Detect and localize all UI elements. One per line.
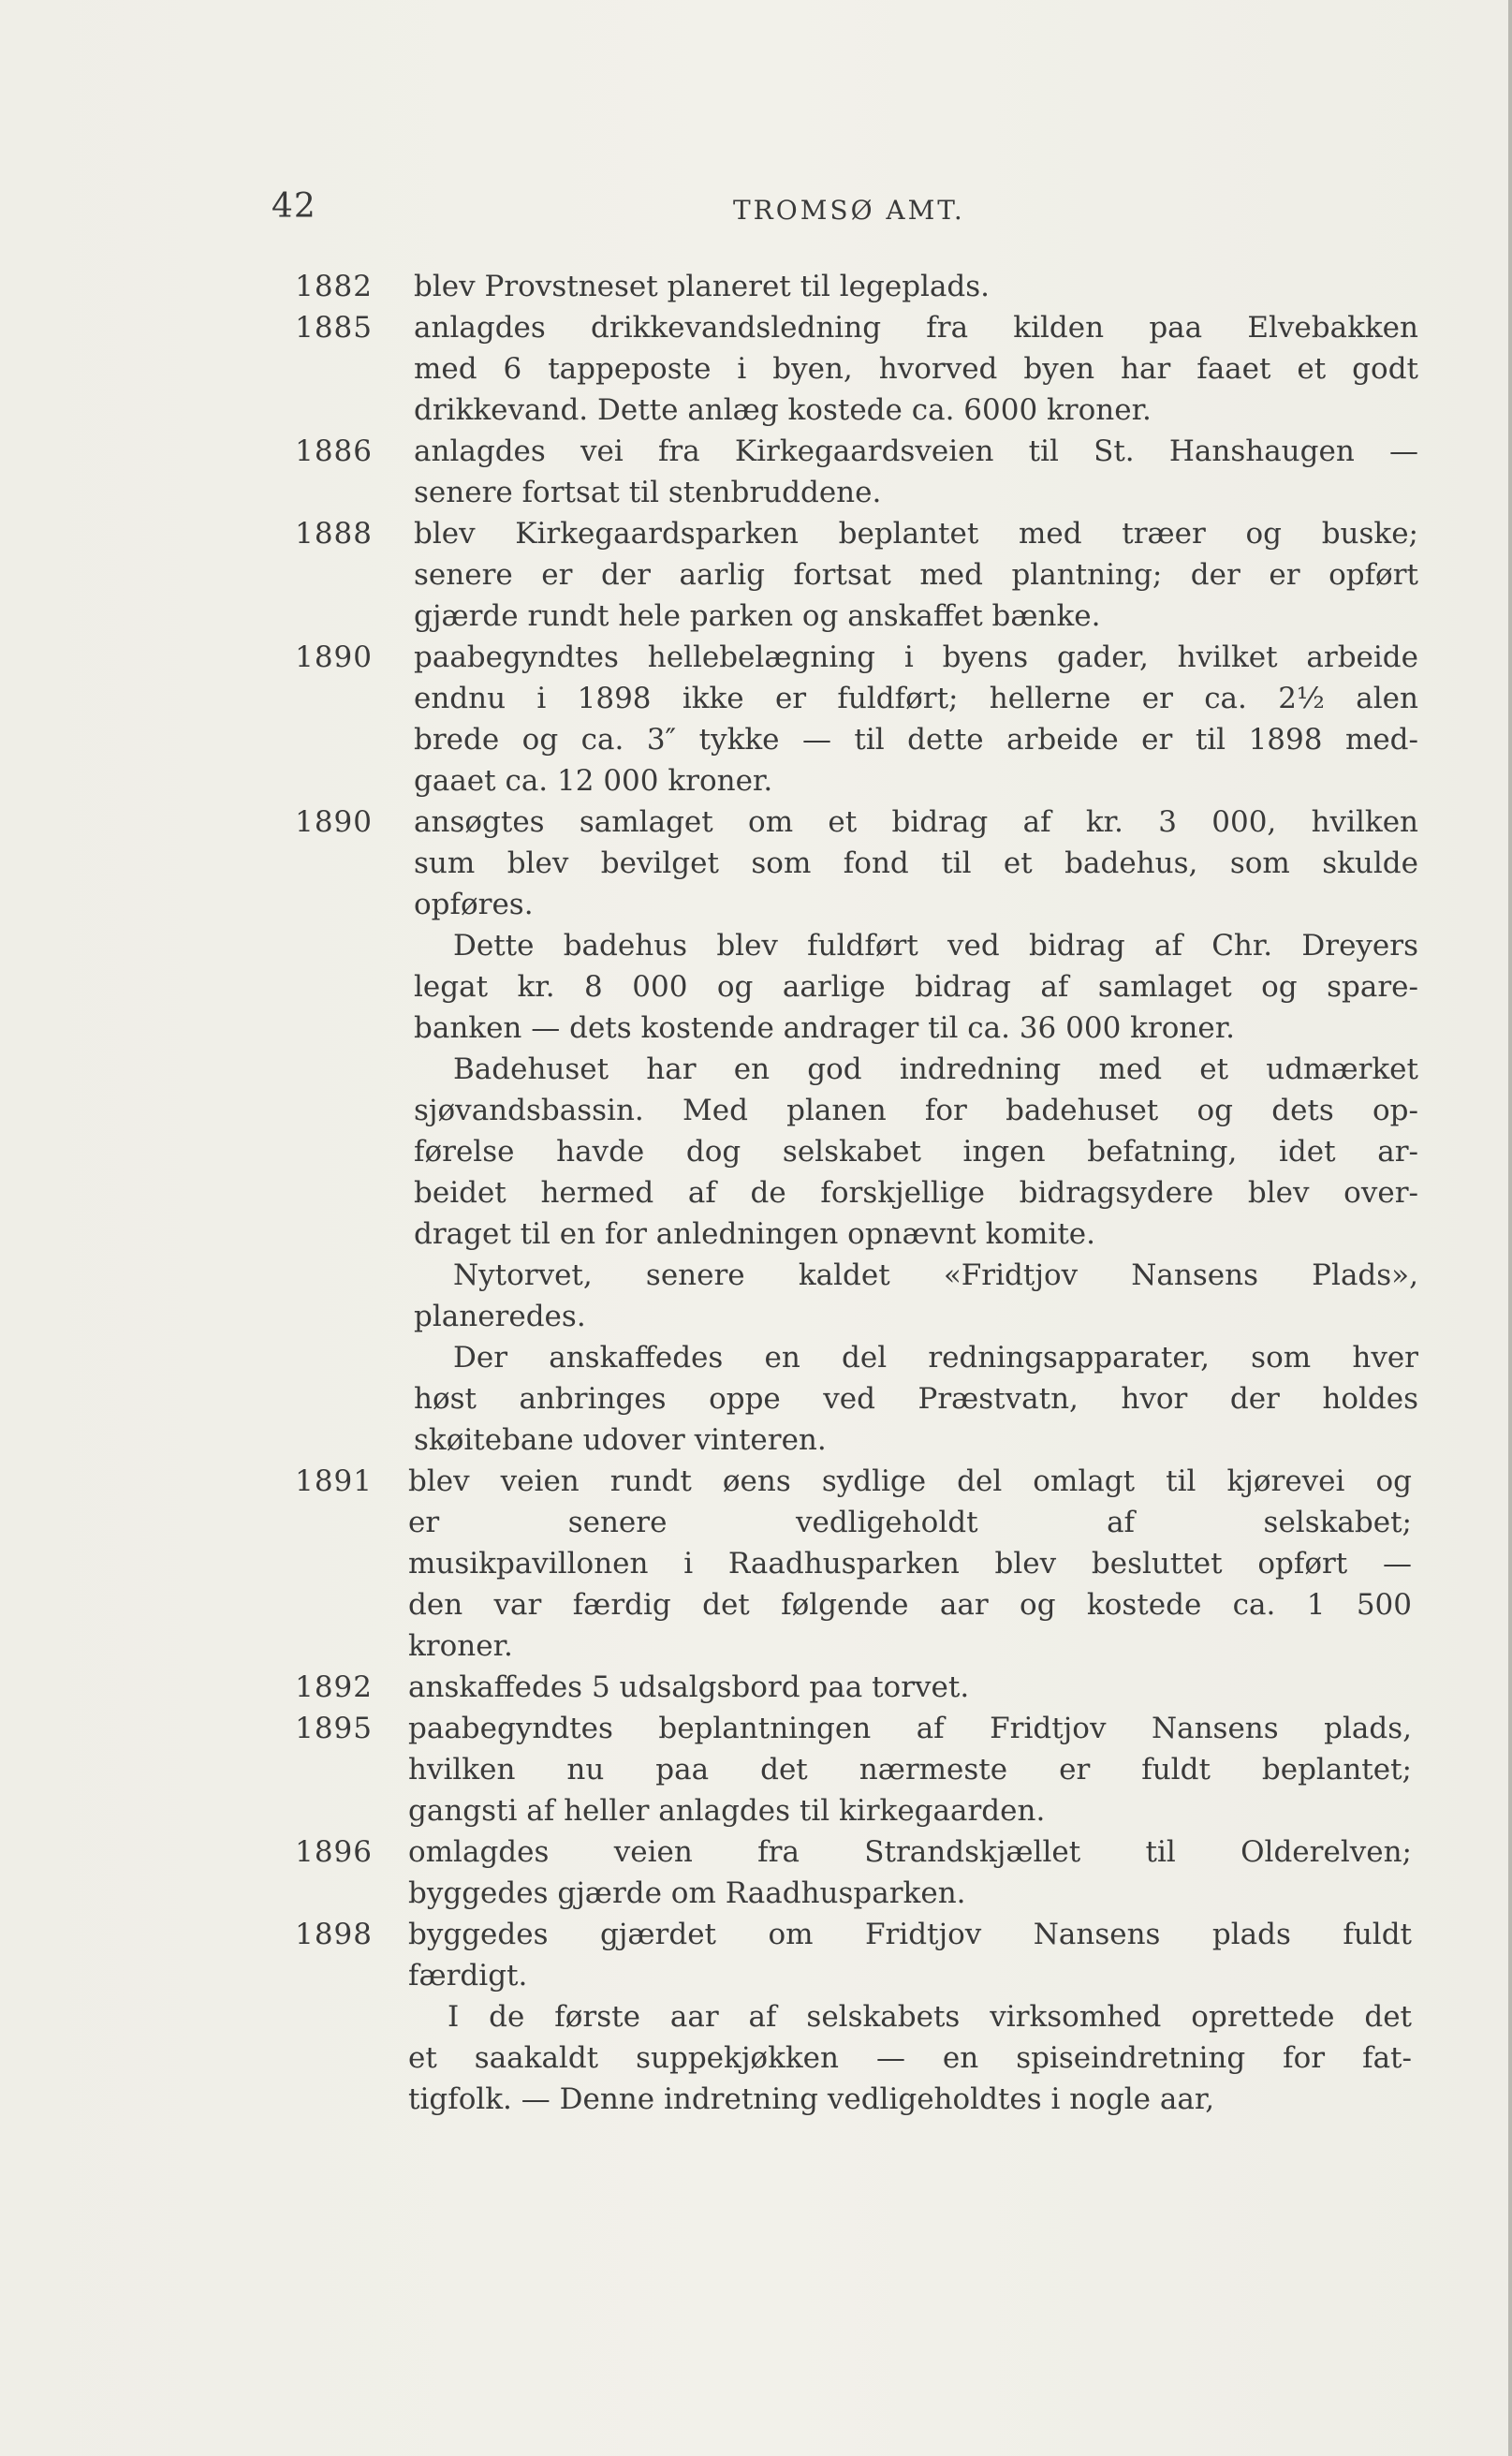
text-line: anlagdes drikkevandsledning fra kilden paa Elvebakken	[414, 311, 1418, 345]
text-line: drikkevand. Dette anlæg kostede ca. 6000 kroner.	[414, 393, 1152, 427]
entry-year: 1890	[295, 805, 373, 839]
year-entry	[0, 802, 1512, 925]
text-line: brede og ca. 3″ tykke — til dette arbeide er til 1898 med-	[414, 723, 1418, 757]
entry-text	[414, 431, 1418, 513]
entry-year: 1896	[295, 1835, 373, 1869]
paragraph	[0, 1996, 1512, 2120]
entry-text	[408, 1667, 1412, 1708]
year-entry	[0, 266, 1512, 307]
text-line: kroner.	[408, 1629, 513, 1663]
text-line: Der anskaffedes en del redningsapparater, som hver	[453, 1341, 1418, 1375]
text-line: senere er der aarlig fortsat med plantning; der er opført	[414, 558, 1418, 592]
entry-text	[414, 1255, 1418, 1337]
text-line: endnu i 1898 ikke er fuldført; hellerne er ca. 2½ alen	[414, 682, 1418, 715]
text-line: Badehuset har en god indredning med et udmærket	[453, 1052, 1418, 1086]
entry-text	[408, 1708, 1412, 1831]
text-line: byggedes gjærdet om Fridtjov Nansens plads fuldt	[408, 1918, 1412, 1951]
text-line: anlagdes vei fra Kirkegaardsveien til St. Hanshaugen —	[414, 434, 1418, 468]
paragraph	[0, 1255, 1512, 1337]
text-line: anskaffedes 5 udsalgsbord paa torvet.	[408, 1670, 970, 1704]
entry-text	[408, 1914, 1412, 1996]
entry-text	[414, 307, 1418, 431]
text-line: den var færdig det følgende aar og kostede ca. 1 500	[408, 1588, 1412, 1622]
page-header	[0, 187, 1512, 243]
text-line: draget til en for anledningen opnævnt komite.	[414, 1217, 1095, 1251]
entry-text	[414, 637, 1418, 802]
text-line: ansøgtes samlaget om et bidrag af kr. 3 000, hvilken	[414, 805, 1418, 839]
entry-text	[414, 925, 1418, 1049]
text-line: paabegyndtes beplantningen af Fridtjov Nansens plads,	[408, 1712, 1412, 1745]
entry-year: 1895	[295, 1712, 373, 1745]
year-entry	[0, 307, 1512, 431]
text-line: høst anbringes oppe ved Præstvatn, hvor der holdes	[414, 1382, 1418, 1416]
entry-text	[408, 1461, 1412, 1667]
year-entry	[0, 637, 1512, 802]
text-line: et saakaldt suppekjøkken — en spiseindretning for fat-	[408, 2041, 1412, 2075]
text-line: byggedes gjærde om Raadhusparken.	[408, 1876, 966, 1910]
text-line: med 6 tappeposte i byen, hvorved byen har faaet et godt	[414, 352, 1418, 386]
text-line: førelse havde dog selskabet ingen befatning, idet ar-	[414, 1135, 1418, 1169]
text-line: senere fortsat til stenbruddene.	[414, 476, 882, 509]
text-line: skøitebane udover vinteren.	[414, 1423, 827, 1457]
text-line: hvilken nu paa det nærmeste er fuldt beplantet;	[408, 1753, 1412, 1787]
text-line: omlagdes veien fra Strandskjællet til Olderelven;	[408, 1835, 1412, 1869]
entry-text	[414, 266, 1418, 307]
text-line: færdigt.	[408, 1959, 528, 1993]
text-line: blev Kirkegaardsparken beplantet med træer og buske;	[414, 517, 1418, 551]
text-line: gangsti af heller anlagdes til kirkegaarden.	[408, 1794, 1046, 1828]
text-line: planeredes.	[414, 1300, 586, 1333]
text-line: gaaet ca. 12 000 kroner.	[414, 764, 773, 798]
year-entry	[0, 513, 1512, 637]
running-title: TROMSØ AMT.	[733, 195, 965, 226]
entry-year: 1891	[295, 1464, 373, 1498]
entry-year: 1898	[295, 1918, 373, 1951]
text-line: paabegyndtes hellebelægning i byens gader, hvilket arbeide	[414, 640, 1418, 674]
text-line: sjøvandsbassin. Med planen for badehuset og dets op-	[414, 1094, 1418, 1127]
entry-text	[408, 1831, 1412, 1914]
year-entry	[0, 1461, 1512, 1667]
entry-year: 1892	[295, 1670, 373, 1704]
text-line: blev Provstneset planeret til legeplads.	[414, 270, 991, 303]
text-line: opføres.	[414, 888, 534, 921]
text-line: musikpavillonen i Raadhusparken blev besluttet opført —	[408, 1547, 1412, 1581]
year-entry	[0, 1667, 1512, 1708]
entry-text	[414, 513, 1418, 637]
entry-year: 1888	[295, 517, 373, 551]
entry-text	[414, 1337, 1418, 1461]
year-entry	[0, 1914, 1512, 1996]
entry-year: 1882	[295, 270, 373, 303]
entry-text	[408, 1996, 1412, 2120]
text-line: Dette badehus blev fuldført ved bidrag af Chr. Dreyers	[453, 929, 1418, 963]
text-line: beidet hermed af de forskjellige bidragsydere blev over-	[414, 1176, 1418, 1210]
text-line: legat kr. 8 000 og aarlige bidrag af samlaget og spare-	[414, 970, 1418, 1004]
entry-text	[414, 1049, 1418, 1255]
entry-text	[414, 802, 1418, 925]
entry-year: 1886	[295, 434, 373, 468]
text-line: I de første aar af selskabets virksomhed oprettede det	[448, 2000, 1412, 2034]
text-line: gjærde rundt hele parken og anskaffet bænke.	[414, 599, 1101, 633]
text-line: sum blev bevilget som fond til et badehus, som skulde	[414, 846, 1418, 880]
page-number: 42	[272, 187, 316, 226]
year-entry	[0, 431, 1512, 513]
paragraph	[0, 1049, 1512, 1255]
entry-year: 1890	[295, 640, 373, 674]
text-line: tigfolk. — Denne indretning vedligeholdtes i nogle aar,	[408, 2082, 1215, 2116]
text-line: blev veien rundt øens sydlige del omlagt til kjørevei og	[408, 1464, 1412, 1498]
text-line: banken — dets kostende andrager til ca. 36 000 kroner.	[414, 1011, 1235, 1045]
paragraph	[0, 925, 1512, 1049]
year-entry	[0, 1708, 1512, 1831]
text-line: Nytorvet, senere kaldet «Fridtjov Nansens Plads»,	[453, 1258, 1418, 1292]
document-body	[0, 266, 1512, 2120]
year-entry	[0, 1831, 1512, 1914]
text-line: er senere vedligeholdt af selskabet;	[408, 1506, 1412, 1539]
entry-year: 1885	[295, 311, 373, 345]
paragraph	[0, 1337, 1512, 1461]
